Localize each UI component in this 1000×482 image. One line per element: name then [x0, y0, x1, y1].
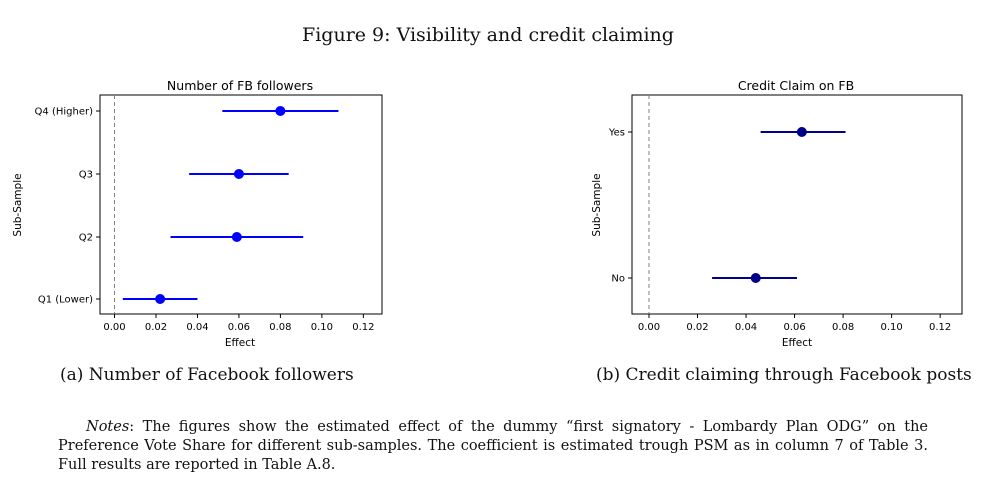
- notes-label: Notes: [86, 419, 130, 435]
- right-plot-frame: [632, 95, 962, 314]
- left-y-tick-label: Q2: [78, 232, 93, 244]
- left-y-axis-label: Sub-Sample: [12, 173, 24, 237]
- left-x-tick-label: 0.02: [144, 322, 168, 333]
- right-x-tick-label: 0.10: [880, 322, 903, 333]
- right-point-estimate: [797, 127, 807, 137]
- left-chart: [12, 78, 382, 349]
- right-x-tick-label: 0.02: [686, 322, 709, 333]
- left-y-tick-label: Q3: [78, 169, 93, 181]
- right-x-tick-label: 0.00: [637, 322, 661, 333]
- left-plot-frame: [100, 95, 382, 314]
- left-x-tick-label: 0.12: [352, 322, 375, 333]
- right-x-tick-label: 0.12: [929, 322, 952, 333]
- figure-notes: [58, 418, 928, 475]
- left-y-tick-label: Q4 (Higher): [34, 106, 93, 118]
- right-chart-title: Credit Claim on FB: [737, 78, 855, 93]
- left-point-estimate: [275, 106, 285, 116]
- left-caption: (a) Number of Facebook followers: [60, 365, 354, 385]
- left-x-tick-label: 0.04: [186, 322, 209, 333]
- right-y-axis-label: Sub-Sample: [591, 173, 603, 237]
- left-point-estimate: [234, 169, 244, 179]
- left-chart-title: Number of FB followers: [166, 78, 314, 93]
- left-x-axis-label: Effect: [224, 337, 256, 349]
- left-x-tick-label: 0.06: [227, 322, 251, 333]
- left-x-tick-label: 0.08: [269, 322, 292, 333]
- right-caption: (b) Credit claiming through Facebook posts: [596, 365, 972, 385]
- right-chart: [591, 78, 962, 349]
- left-y-tick-label: Q1 (Lower): [37, 294, 93, 306]
- right-x-tick-label: 0.06: [783, 322, 806, 333]
- left-point-estimate: [232, 232, 242, 242]
- right-point-estimate: [751, 273, 761, 283]
- figure-title: Figure 9: Visibility and credit claiming: [302, 24, 674, 46]
- right-x-axis-label: Effect: [781, 337, 813, 349]
- right-y-tick-label: No: [611, 273, 625, 285]
- left-x-tick-label: 0.10: [310, 322, 334, 333]
- right-x-tick-label: 0.04: [734, 322, 758, 333]
- notes-text: : The figures show the estimated effect of the dummy “first signatory - Lombardy Plan ODG” on the Preference Vote Share for different sub-samples. The coefficient is estimated trough PSM as in column 7 of Table 3. Full results are reported in Table A.8.: [58, 419, 928, 473]
- right-x-tick-label: 0.08: [831, 322, 855, 333]
- right-y-tick-label: Yes: [608, 127, 625, 139]
- left-point-estimate: [155, 294, 165, 304]
- left-x-tick-label: 0.00: [103, 322, 126, 333]
